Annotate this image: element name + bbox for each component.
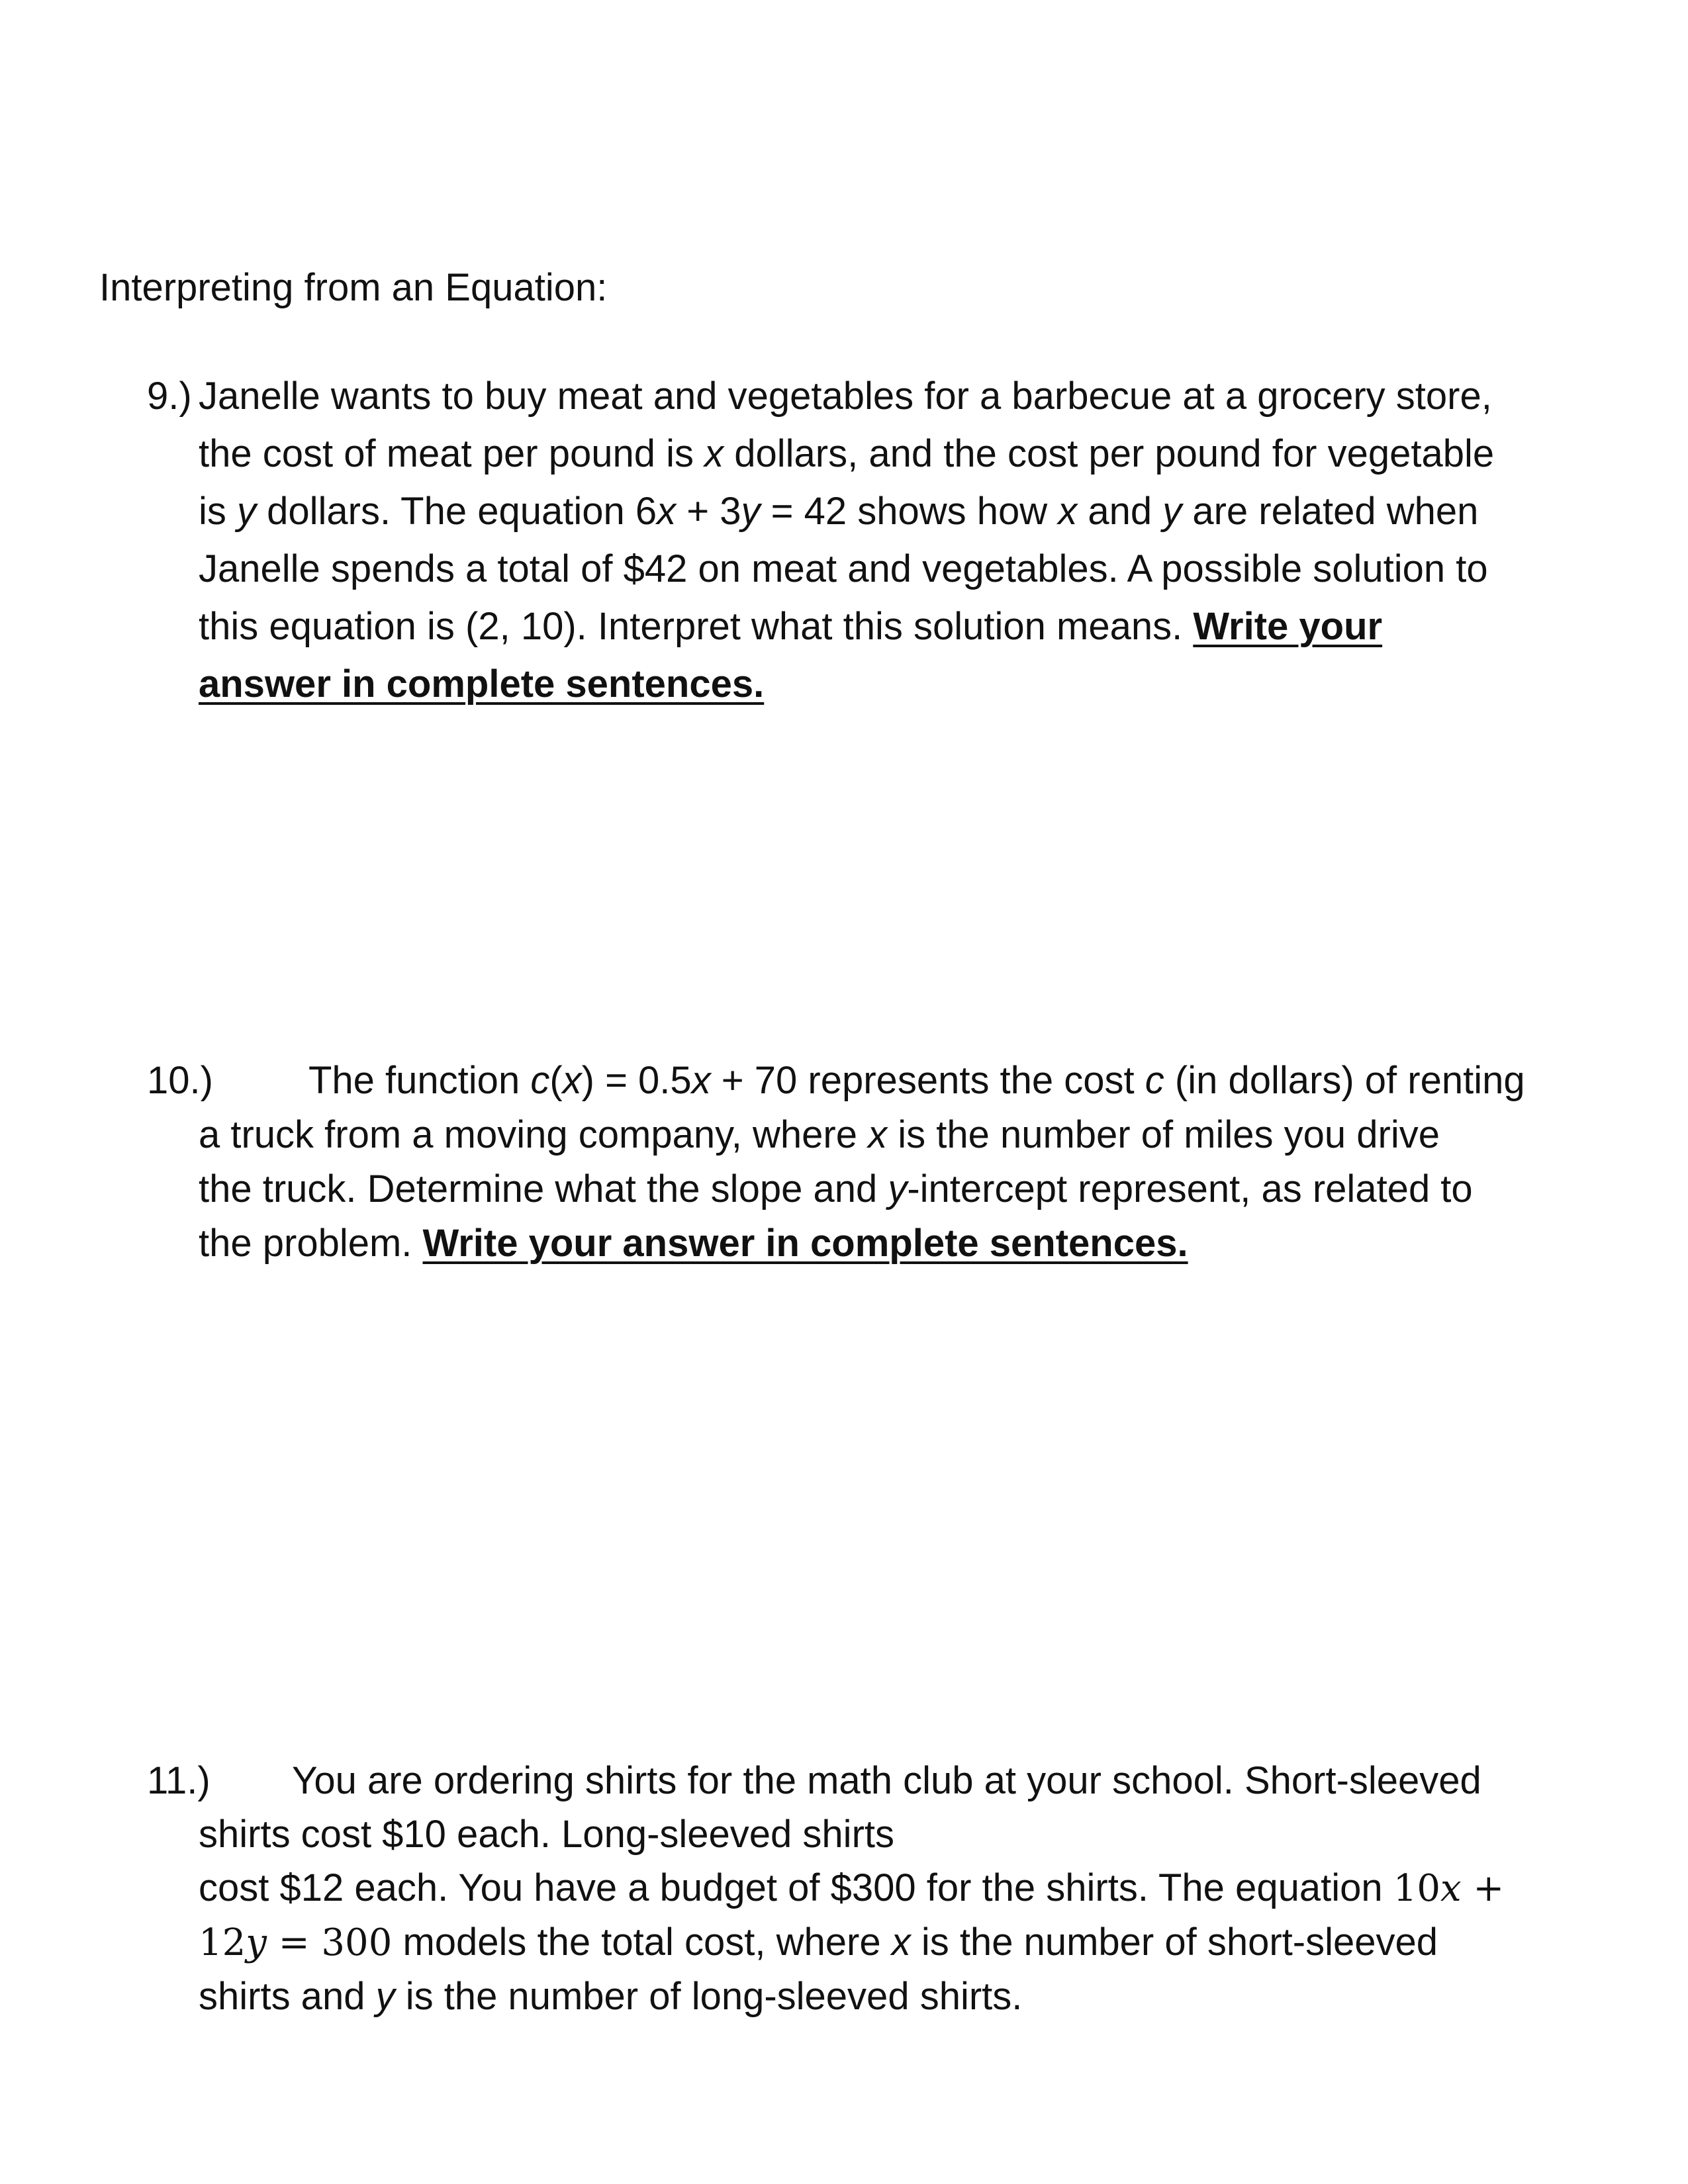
problem-number: 11.) <box>147 1759 211 1802</box>
problem-9 <box>147 367 1602 713</box>
instruction-emphasis: Write your answer in complete sentences. <box>422 1222 1188 1265</box>
problem-10 <box>147 1054 1602 1271</box>
problem-line: the cost of meat per pound is x dollars, and the cost per pound for vegetable <box>199 432 1495 475</box>
problem-11 <box>147 1754 1602 2023</box>
equation: 12y = 300 <box>199 1921 393 1964</box>
problem-number: 9.) <box>147 375 192 418</box>
problem-line: The function c(x) = 0.5x + 70 represents the cost c (in dollars) of renting <box>308 1059 1525 1102</box>
instruction-emphasis: Write your <box>1193 605 1383 648</box>
problem-line: You are ordering shirts for the math club at your school. Short-sleeved <box>292 1759 1481 1802</box>
problem-line: the truck. Determine what the slope and y-intercept represent, as related to <box>199 1167 1473 1210</box>
problem-line <box>199 655 1602 713</box>
problem-line: a truck from a moving company, where x is the number of miles you drive <box>199 1113 1440 1156</box>
problem-number: 10.) <box>147 1059 213 1102</box>
equation: 10x + <box>1393 1867 1505 1910</box>
problem-line: Janelle spends a total of $42 on meat and vegetables. A possible solution to <box>199 547 1488 590</box>
section-heading: Interpreting from an Equation: <box>99 266 608 309</box>
problem-line: Janelle wants to buy meat and vegetables for a barbecue at a grocery store, <box>199 375 1492 418</box>
problem-line: this equation is (2, 10). Interpret what this solution means. Write your <box>199 605 1383 648</box>
problem-line: shirts and y is the number of long-sleeved shirts. <box>199 1975 1023 2018</box>
problem-line: the problem. Write your answer in complete sentences. <box>199 1222 1188 1265</box>
problem-line: shirts cost $10 each. Long-sleeved shirts <box>199 1813 894 1856</box>
problem-line: 12y = 300 models the total cost, where x is the number of short-sleeved <box>199 1921 1438 1964</box>
problem-line: cost $12 each. You have a budget of $300 for the shirts. The equation 10x + <box>199 1866 1505 1910</box>
instruction-emphasis: answer in complete sentences. <box>199 662 765 705</box>
problem-line: is y dollars. The equation 6x + 3y = 42 shows how x and y are related when <box>199 490 1479 533</box>
